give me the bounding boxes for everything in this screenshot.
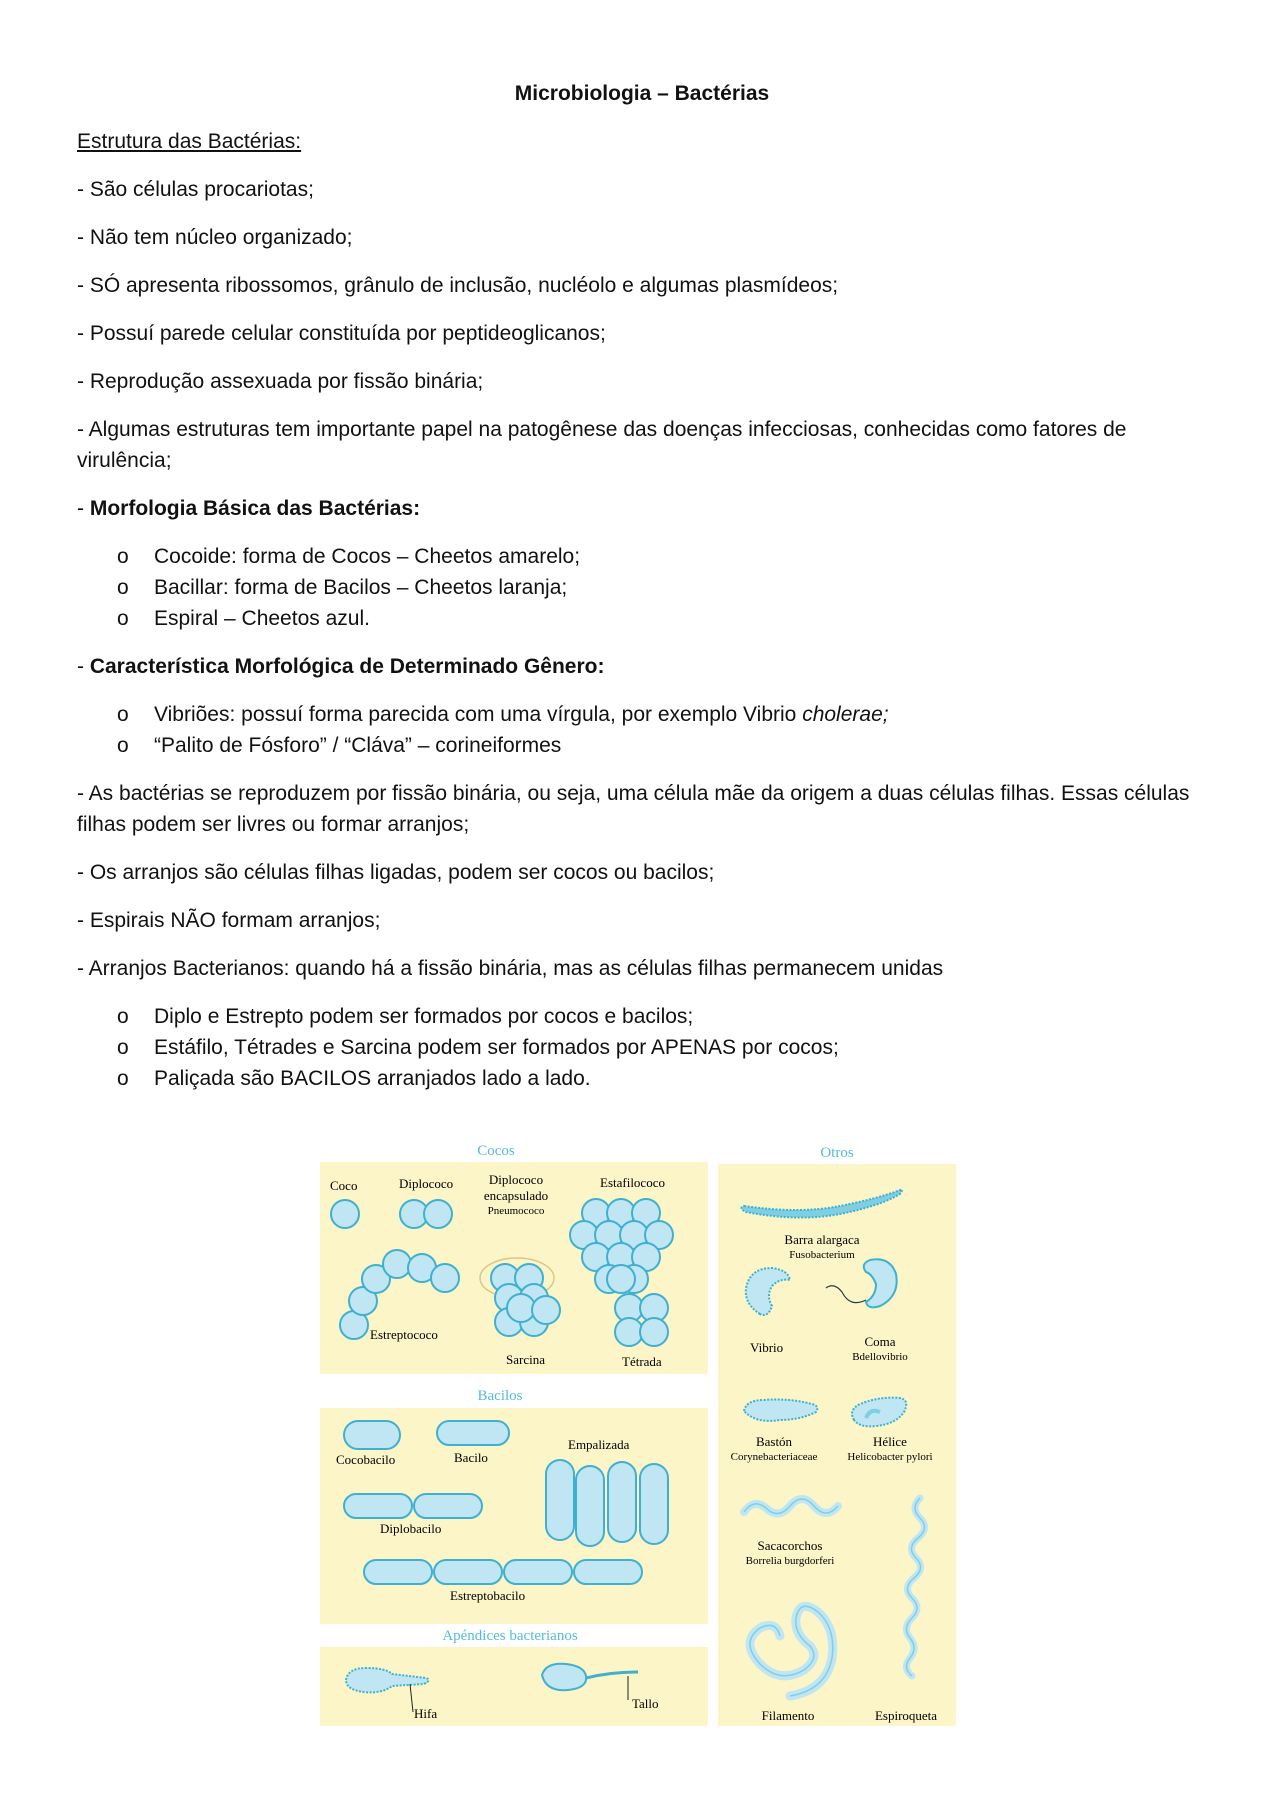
fusobacterium-label: Fusobacterium [789, 1249, 855, 1261]
list-item-text: Estáfilo, Tétrades e Sarcina podem ser formados por APENAS por cocos; [154, 1036, 839, 1059]
cocos-heading: Cocos [477, 1143, 515, 1159]
helicobacter-label: Helicobacter pylori [847, 1451, 933, 1463]
diplococo-encaps-label-2: encapsulado [483, 1188, 549, 1203]
list-item-text: Cocoide: forma de Cocos – Cheetos amarelo; [154, 545, 581, 568]
empalizada-label: Empalizada [568, 1437, 630, 1452]
corynebacteriaceae-label: Corynebacteriaceae [730, 1451, 818, 1463]
paragraph: - SÓ apresenta ribossomos, grânulo de inclusão, nucléolo e algumas plasmídeos; [77, 274, 839, 297]
list-item-text: Bacillar: forma de Bacilos – Cheetos laranja; [154, 576, 568, 599]
helice-label: Hélice [873, 1434, 907, 1449]
bacteria-morphology-figure [320, 1128, 962, 1726]
vibrio-label: Vibrio [750, 1340, 784, 1355]
estreptobacilo-label: Estreptobacilo [450, 1588, 526, 1603]
hifa-label: Hifa [414, 1706, 438, 1721]
list-item [77, 572, 1207, 603]
bullet-marker: o [117, 734, 129, 757]
pneumococo-label: Pneumococo [487, 1205, 545, 1217]
list-item [77, 541, 1207, 572]
list-item [77, 699, 1207, 730]
list-item-text: Vibriões: possuí forma parecida com uma vírgula, por exemplo Vibrio [154, 703, 803, 726]
filamento-label: Filamento [761, 1708, 815, 1723]
paragraph: - Reprodução assexuada por fissão binária; [77, 370, 484, 393]
species-name: cholerae; [802, 703, 889, 726]
morphology-heading-line [77, 493, 1207, 524]
paragraph: - São células procariotas; [77, 178, 314, 201]
list-item-text: “Palito de Fósforo” / “Cláva” – corineiformes [154, 734, 562, 757]
list-item [77, 1001, 1207, 1032]
genus-heading: Característica Morfológica de Determinado Gênero: [89, 655, 605, 678]
bullet-marker: o [117, 1067, 129, 1090]
list-item [77, 603, 1207, 634]
barra-label: Barra alargaca [784, 1232, 860, 1247]
paragraph: - Arranjos Bacterianos: quando há a fissão binária, mas as células filhas permanecem unidas [77, 957, 944, 980]
borrelia-label: Borrelia burgdorferi [745, 1555, 835, 1567]
page-title: Microbiologia – Bactérias [514, 82, 770, 105]
coma-label: Coma [864, 1334, 896, 1349]
paragraph: - Não tem núcleo organizado; [77, 226, 353, 249]
document-body [77, 78, 1207, 1111]
genus-heading-line [77, 651, 1207, 682]
tetrada-label: Tétrada [622, 1354, 662, 1369]
bullet-marker: o [117, 607, 129, 630]
coco-cell [331, 1200, 359, 1228]
paragraph: - Algumas estruturas tem importante papel na patogênese das doenças infecciosas, conhecidas como fatores de virulência; [77, 418, 1127, 472]
bullet-marker: o [117, 576, 129, 599]
bullet-marker: o [117, 1005, 129, 1028]
espiroqueta-label: Espiroqueta [874, 1708, 938, 1723]
apendices-heading: Apéndices bacterianos [442, 1628, 578, 1644]
diplococo-encaps-label-1: Diplococo [488, 1172, 544, 1187]
list-item [77, 1032, 1207, 1063]
bacilo-cell [437, 1421, 509, 1445]
list-item-text: Espiral – Cheetos azul. [154, 607, 370, 630]
diplococo-label: Diplococo [399, 1176, 454, 1191]
sacacorchos-label: Sacacorchos [757, 1538, 823, 1553]
bacilo-label: Bacilo [454, 1450, 488, 1465]
dash-prefix: - [77, 497, 90, 520]
list-item-text: Paliçada são BACILOS arranjados lado a lado. [154, 1067, 591, 1090]
diplobacilo-label: Diplobacilo [380, 1521, 442, 1536]
list-item [77, 1063, 1207, 1094]
bullet-marker: o [117, 703, 129, 726]
morphology-heading: Morfologia Básica das Bactérias: [89, 497, 421, 520]
section-heading: Estrutura das Bactérias: [77, 130, 302, 153]
list-item [77, 730, 1207, 761]
sarcina-label: Sarcina [506, 1352, 545, 1367]
estafilococo-label: Estafilococo [600, 1175, 665, 1190]
coco-label: Coco [330, 1178, 358, 1193]
list-item-text: Diplo e Estrepto podem ser formados por cocos e bacilos; [154, 1005, 694, 1028]
otros-heading: Otros [820, 1145, 854, 1161]
bdellovibrio-label: Bdellovibrio [852, 1351, 908, 1363]
dash-prefix: - [77, 655, 90, 678]
morphology-list [77, 541, 1207, 634]
baston-label: Bastón [755, 1434, 793, 1449]
bullet-marker: o [117, 1036, 129, 1059]
bacilos-heading: Bacilos [477, 1388, 523, 1404]
paragraph: - Os arranjos são células filhas ligadas, podem ser cocos ou bacilos; [77, 861, 715, 884]
genus-list [77, 699, 1207, 761]
paragraph: - Espirais NÃO formam arranjos; [77, 909, 381, 932]
estreptococo-label: Estreptococo [370, 1327, 438, 1342]
paragraph: - As bactérias se reproduzem por fissão binária, ou seja, uma célula mãe da origem a duas células filhas. Essas células filhas podem ser livres ou formar arranjos; [77, 782, 1190, 836]
arrangement-list [77, 1001, 1207, 1094]
tallo-label: Tallo [632, 1696, 659, 1711]
cocobacilo-cell [344, 1421, 400, 1449]
bullet-marker: o [117, 545, 129, 568]
cocobacilo-label: Cocobacilo [336, 1452, 396, 1467]
paragraph: - Possuí parede celular constituída por peptideoglicanos; [77, 322, 606, 345]
